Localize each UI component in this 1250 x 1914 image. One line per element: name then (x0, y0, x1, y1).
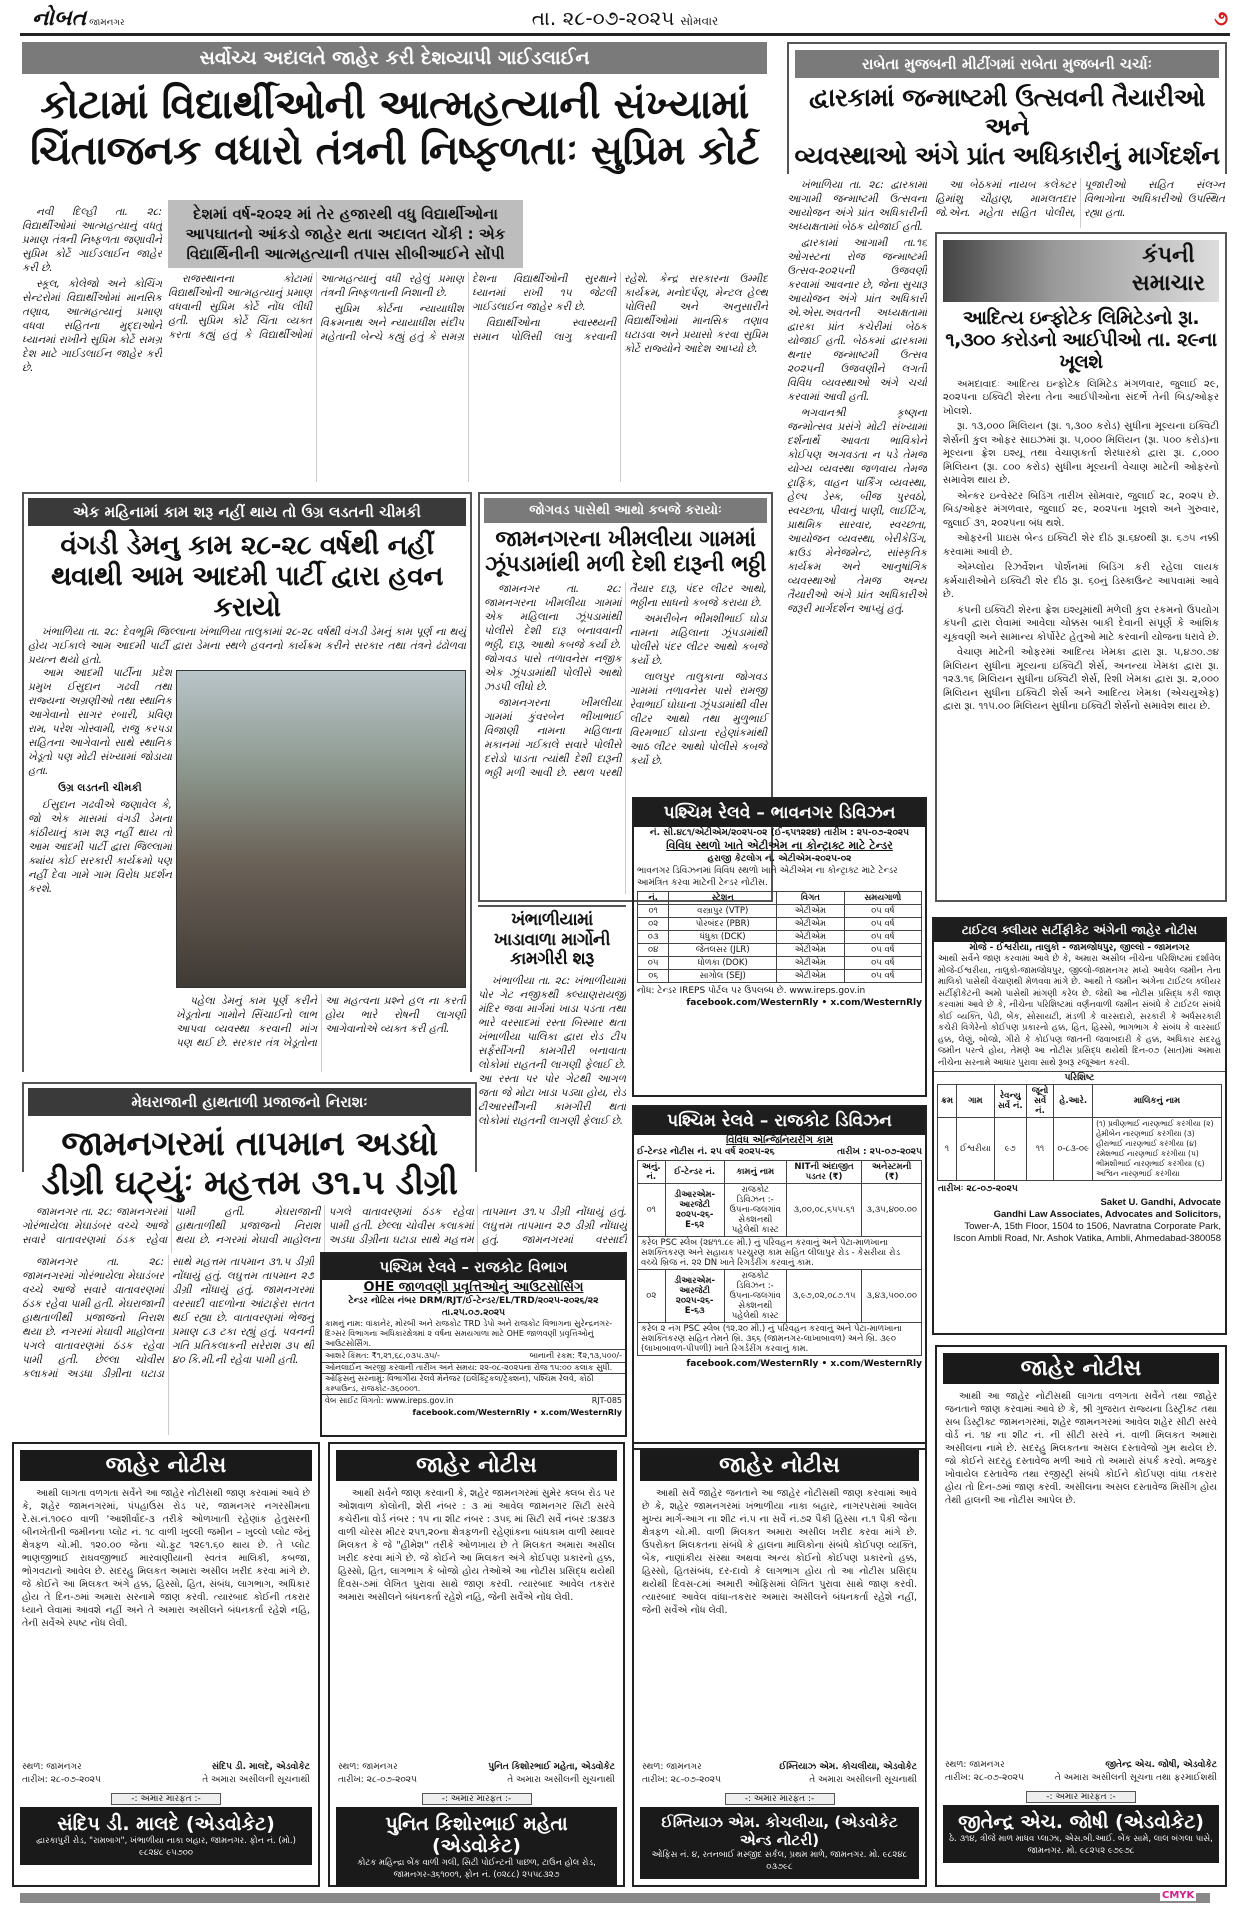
bhavnagar-ad-table: નં. સ્ટેશન વિગત સમયગાળો ૦૧ વસ્ત્રાપુર (VTP) એટીએમ ૦૫ વર્ષ ૦૨ પોરબંદર (PBR) એટીએમ ૦૫ વર્ષ ૦૩ ધંધુકા (DCK) એટીએમ ૦૫ વર્ષ ૦૪ જેતલસર (JLR) એટીએમ ૦૫ વર્ષ ૦૫ ધોળકા (DOK) એટીએમ ૦૫ વર્ષ ૦૬ સાગોલ (SEJ) એટીએમ ૦૫ વર્ષ (637, 891, 922, 983)
rajkot-ad-notice-no: ઈ-ટેન્ડર નોટીસ નં. ૨૫ વર્ષ ૨૦૨૫-૨૬ (637, 1147, 775, 1157)
table-row: ૦૬ સાગોલ (SEJ) એટીએમ ૦૫ વર્ષ (638, 970, 922, 983)
through-label: -: અમાર મારફત :- (725, 1793, 835, 1805)
vangdi-story (22, 492, 472, 1072)
temperature-kicker: મેઘરાજાની હાથતાળી પ્રજાજનો નિરાશઃ (28, 1088, 471, 1116)
public-notice-2: જાહેર નોટીસ આથી સર્વને જાણ કરવાની કે, શહેર જામનગરમાં સુમેર ક્લબ રોડ પર ઓશવાળ કોલોની, શેરી નંબર : ૩ માં આવેલ જામનગર સિટી સરવે કચેરીના વોર્ડ નંબર : ૧૫ ના શીટ નંબર : ૩૫૬ માં સિટી સર્વે નંબર :૪૩૪૩ વાળી ચોરસ મીટર ૨૫૧,૨૦ના ક્ષેત્રફળની રહેણાંકના બાંધકામ વાળી સ્થાવર મિલકત કે જે "હીમેશ" તરીકે ઓળખાય છે તે મિલકત અમારા અસીલ ખરીદ કરવા માંગે છે. જે કોઈને આ મિલકત અંગે કોઈપણ પ્રકારનો હક્ક, હિસ્સો, હિત, લાગભાગ કે બોજો હોય તેઓએ આ નોટીસ પ્રસિદ્ધ થયેથી દિવસ-૭માં લેખિત પુરાવા સાથે જાણ કરવી. ત્યારબાદ આવેલ તકરાર અમારા અસીલને બંધનકર્તા રહેશે નહિ, જેની સર્વેએ નોંધ લેવી. સ્થળ: જામનગર તારીખ: ૨૮-૦૭-૨૦૨૫ પુનિત કિશોરભાઈ મહેતા, એડવોકેટ તે અમારા અસીલની સૂચનાથી -: અમાર મારફત :- પુનિત કિશોરભાઈ મહેતા (એડવોકેટ) કોટક મહિન્દ્રા બેંક વાળી ગલી, સિટી પોઈન્ટની પાછળ, ટાઉન હોલ રોડ, જામનગર-૩૬૧૦૦૧, ફોન નં. (૦૨૮૮) ૨૫૫૮૩૨૭ (328, 1442, 625, 1887)
lead-headline-2: ચિંતાજનક વધારો તંત્રની નિષ્ફળતાઃ સુપ્રિમ કોર્ટ (30, 128, 759, 174)
title-clearance-notice (932, 917, 1227, 1335)
notice-title: જાહેર નોટીસ (640, 1450, 919, 1481)
ohe-ad-title: પશ્ચિમ રેલવે – રાજકોટ વિભાગ (322, 1254, 625, 1280)
dwarka-headline-1: દ્વારકામાં જન્માષ્ટમી ઉત્સવની તૈયારીઓ અને (809, 83, 1205, 141)
ohe-ad-emd: બાનાની રકમ: ₹૨,૧૩,૫૦૦/- (529, 1351, 622, 1360)
title-notice-body: આથી સર્વેને જાણ કરવામાં આવે છે કે, અમારા અસીલ નીચેના પરિશિષ્ટમાં દર્શાવેલ મોજે-ઈશ્વરીયા, તાલુકો-જામજોધપુર, જીલ્લો-જામનગર મધ્યે આવેલ જમીન તેના માલિકો પાસેથી વેંચાણથી મેળવવા માંગે છે. આથી તે જમીન અંગેના ટાઈટલ ક્લીયર સર્ટીફીકેટની અમો પાસેથી માંગણી કરેલ છે. જેથી આ નોટીસ પ્રસિદ્ધ કરી જાણ કરવામાં આવે છે કે, નીચેના પરિશિષ્ટમાં વર્ણનવાળી જમીન સંબંધે કે ટાઈટલ સંબંધે કોઈ વ્યક્તિ, પેઢી, બેંક, સોસાયટી, મંડળી કે વારસદારો, સરકારી કે અર્ધસરકારી કચેરી વિગેરેનો કોઈપણ પ્રકારનો હક્ક, હિત, હિસ્સો, ભાગભાગ કે સંબંધ કે વારસાઈ હક્ક, લેણું, બોજો, ગીરો કે કોઈપણ જાતની જવાબદારી કે હક્ક, અધિકાર સદરહુ જમીન પરત્વે હોય, તેમણે આ નોટીસ પ્રસિદ્ધ થયેથી દિન-૦૭ (સાત)માં અમારા નીચેના સરનામે આધાર પુરાવા સાથે રૂબરૂ રજૂઆત કરવી. (938, 954, 1221, 1068)
bhavnagar-railway-ad (632, 797, 927, 1097)
lead-headline-1: કોટામાં વિદ્યાર્થીઓની આત્મહત્યાની સંખ્યામાં (40, 82, 749, 128)
khambhalia-headline: ખંભાળીયામાં ખાડાવાળા માર્ગોની કામગીરી શરૂ (478, 905, 626, 970)
vangdi-kicker: એક મહિનામાં કામ શરૂ નહીં થાય તો ઉગ્ર લડતની ચીમકી (28, 498, 466, 526)
through-label: -: અમાર મારફત :- (111, 1793, 221, 1805)
dwarka-kicker: રાબેતા મુજબની મીટીંગમાં રાબેતા મુજબની ચર્ચાઃ (795, 50, 1219, 78)
table-row: કરેલ ૨ નંગ PSC સ્લેબ (૧૨.૨૦ મી.) નું પરિવહન કરવાનું અને પેટા-માળખાના સશક્તિકરણ સહિત તેમને બ્રિ. ૩૬૬ (જામનગર-લાખાબાવળ) અને બ્રિ. ૩૯૦ (લાખાબાવળ-પીપળી) ખાતે રિગર્ડરીંગ કરવાનું કામ. (638, 1323, 922, 1356)
company-news-banner: કંપની સમાચાર (943, 240, 1219, 302)
khambhalia-story (478, 905, 626, 1250)
advocate-box: સંદિપ ડી. માલદે (એડવોકેટ) દ્વારકાપુરી રોડ, "રામબાગ", ખંભાળીયા નાકા બહાર, જામનગર. ફોન નં. (મો.) ૯૮૨૪૮ ૯૫૭૦૦ (20, 1807, 312, 1865)
rajkot-ad-title: પશ્ચિમ રેલવે – રાજકોટ ડિવિઝન (634, 1107, 925, 1135)
khimaliya-body: જામનગર તા. ૨૮: જામનગરના ખીમલીયા ગામમાં એક મહિલાના ઝૂંપડામાંથી પોલીસે દેશી દારૂ બનાવવાની ભઠ્ઠી, દારૂ, આથો કબજે કર્યા છે. જોગવડ પાસે તળાવનેસ નજીક એક ઝૂંપડામાંથી પોલીસે આથો ઝડપી લીધો છે. જામનગરના ખીમલીયા ગામમાં કુંવરબેન ભીખાભાઈ વિજાણી નામના મહિલાના મકાનમાં ગઈકાલે સવારે પોલીસે દરોડો પાડતા ત્યાંથી દેશી દારૂની ભઠ્ઠી મળી આવી છે. સ્થળ પરથી તૈયાર દારૂ, પંદર લીટર આથો, ભઠ્ઠીના સાધનો કબજે કરાયા છે. અમરીબેન ભીમશીભાઈ ઘોડા નામના મહિલાના ઝૂંપડામાંથી પોલીસે પંદર લીટર આથો કબજે કર્યો છે. લાલપુર તાલુકાના જોગવડ ગામમાં તળાવનેસ પાસે રામજી રેવાભાઈ ઘોઘાના ઝૂંપડામાંથી વીસ લીટર આથો તથા મુળુભાઈ વિરમભાઈ ઘોડાના રહેણાંકમાંથી આઠ લીટર આથો પોલીસે કબજે કર્યો છે. (484, 582, 767, 779)
public-notice-1: જાહેર નોટીસ આથી લાગતા વળગતા સર્વેને આ જાહેર નોટીસથી જાણ કરવામાં આવે છે કે, શહેર જામનગરમાં, પંપહાઉસ રોડ પર, જામનગર નગરસીમના રે.સ.નં.૧૦૯૦ વાળી 'આશીર્વાદ-૩ તરીકે ઓળખાતી રહેણાંક હેતુસરની બીનખેતીની જમીનના પ્લોટ નં. ૧૮ વાળી ખુલ્લી જમીન – ખુલ્લો પ્લોટ જેનું ક્ષેત્રફળ ચો.મી. ૧૨૦.૦૦ જેના ચો.ફુટ ૧૨૯૧.૬૦ થાય છે. તે પ્લોટ ભાણજીભાઈ રાઘવજીભાઈ મારવાણીયાની સ્વતંત્ર માલિકી, કબજા, ભોગવટાનો આવેલ છે. સદરહુ મિલકત અમારા અસીલ ખરીદ કરવા માંગે છે. જે કોઈને આ મિલકત અંગે હક્ક, હિસ્સો, હિત, સંબંધ, લાગભાગ, અધિકાર હોય તે દિન-૭માં અમારા સરનામે જાણ કરવી. ત્યારબાદ કોઈની તકરાર ધ્યાને લેવામાં આવશે નહીં અને તે અમારા અસીલને બંધનકર્તા રહેશે નહિ, તેની સર્વેએ સ્પષ્ટ નોંધ લેવી. સ્થળ: જામનગર તારીખ: ૨૮-૦૭-૨૦૨૫ સંદિપ ડી. માલદે, એડવોકેટ તે અમારા અસીલની સૂચનાથી -: અમાર મારફત :- સંદિપ ડી. માલદે (એડવોકેટ) દ્વારકાપુરી રોડ, "રામબાગ", ખંભાળીયા નાકા બહાર, જામનગર. ફોન નં. (મો.) ૯૮૨૪૮ ૯૫૭૦૦ (12, 1442, 320, 1887)
company-news-box (935, 232, 1227, 902)
lead-kicker: સર્વોચ્ચ અદાલતે જાહેર કરી દેશવ્યાપી ગાઈડલાઈન (22, 42, 767, 74)
ohe-ad-office: ઓફિસનું સરનામું: વિભાગીય રેલવે મેનેજર (ઇલેક્ટ્રિકલ/ટ્રેક્શન), પશ્ચિમ રેલવે, કોઠી કમ્પાઉન્ડ, રાજકોટ-૩૬૦૦૦૧. (322, 1373, 625, 1394)
khimaliya-headline: જામનગરના ખીમલીયા ગામમાં ઝૂંપડામાંથી મળી દેશી દારૂની ભઠ્ઠી (485, 527, 766, 578)
table-row: કરેલ PSC સ્લેબ (૨૪૧૧.૮૯ મી.) નું પરિવહન કરવાનું અને પેટા-માળખાના સશક્તિકરણ અને સહાયક પરચુરણ કામ સહિત લીલાપુર રોડ - કેસરીયા રોડ વચ્ચે બ્રિજ નં. ૨૨ DN ખાતે રિગર્ડરીંગ કરવાનું કામ. (638, 1237, 922, 1270)
table-row: ૧ ઈશ્વરીયા ૯૭ ૧૧ ૦-૮૩-૦૯ (૧) પ્રવીણભાઈ નારણભાઈ કરંગીયા (૨) હેમીબેન નારણભાઈ કરંગીયા (૩) હીરાભાઈ નારણભાઈ કરંગીયા (૪) રમેશભાઈ નારણભાઈ કરંગીયા (૫) ભીમશીભાઈ નારણભાઈ કરંગીયા (૬) અશ્વિન નારણભાઈ કરંગીયા (938, 1118, 1222, 1181)
temperature-body: જામનગર તા. ૨૮: જામનગરમાં ગોરંભાયેલા મેઘાડંબર વચ્ચે આજે સવારે વાતાવરણમાં ઠંડક રહેવા પામી હતી. મેઘરાજાની હાથતાળીથી પ્રજાજનો નિરાશ થયા છે. નગરમાં મેઘાવી માહોલના પગલે વાતાવરણમાં ઠંડક રહેવા પામી હતી. છેલ્લા ચોવીસ કલાકમાં અડધા ડીગ્રીના ઘટાડા સાથે મહત્તમ તાપમાન ૩૧.૫ ડીગ્રી નોંધાયું હતું. લઘુત્તમ તાપમાન ૨૭ ડીગ્રી નોંધાયું હતું. જામનગરમાં વરસાદી વાદળોના આંટાફેરા સતત થઈ રહ્યા છે. વાતાવરણમાં ભેજનું પ્રમાણ ૮૩ ટકા રહ્યું હતું. પવનની ગતિ પ્રતિકલાકની સરેરાશ ૩૫ થી ૪૦ કિ.મી.ની રહેવા પામી હતી. (22, 1256, 314, 1380)
dwarka-body: ખંભાળિયા તા. ૨૮: દ્વારકામાં આગામી જન્માષ્ટમી ઉત્સવના આયોજન અંગે પ્રાંત અધિકારીની અધ્યક્ષતામાં બેઠક યોજાઈ હતી. દ્વારકામાં આગામી તા.૧૬ ઓગસ્ટના રોજ જન્માષ્ટમી ઉત્સવ-૨૦૨૫ની ઉજવણી કરવામાં આવનાર છે, જેના સુચારૂ આયોજન અંગે પ્રાંત અધિકારી એ.એસ.અવતની અધ્યક્ષતામાં દ્વારકા પ્રાંત કચેરીમાં બેઠક યોજાઈ હતી. બેઠકમાં દ્વારકામાં થનાર જન્માષ્ટમી ઉત્સવ ૨૦૨૫ની ઉજવણીને લગતી વિવિધ વ્યવસ્થાઓ અંગે ચર્ચા કરવામાં આવી હતી. ભગવાનશ્રી કૃષ્ણના જન્મોત્સવ પ્રસંગે મોટી સંખ્યામાં દર્શનાર્થે આવતા ભાવિકોને કોઈપણ અગવડતા ન પડે તેમજ યોગ્ય વ્યવસ્થા જળવાય તેમજ ટ્રાફિક, વાહન પાર્કિંગ વ્યવસ્થા, હેલ્પ ડેસ્ક, બીજ પુરવઠો, સ્વચ્છતા, પીવાનું પાણી, લાઈટિંગ, પ્રાથમિક સારવાર, સ્વચ્છતા, આયોજન વ્યવસ્થા, બેરીકેડિંગ, ક્રાઉડ મેનેજમેન્ટ, સાંસ્કૃતિક કાર્યક્રમ અને આનુષાંગિક વ્યવસ્થાઓ તેમજ અન્ય તૈયારીઓ અંગે પ્રાંત અધિકારીએ જરૂરી માર્ગદર્શન આપ્યું હતું. (787, 179, 927, 615)
cmyk-label: CMYK (1162, 1890, 1195, 1901)
notice-title: જાહેર નોટીસ (943, 1353, 1219, 1384)
table-row: ૦૧ વસ્ત્રાપુર (VTP) એટીએમ ૦૫ વર્ષ (638, 905, 922, 918)
bhavnagar-ad-subject: વિવિધ સ્થળો ખાતે એટીએમ ના કોન્ટ્રાક્ટ માટે ટેન્ડર (666, 839, 893, 852)
ohe-ad-work: કામનું નામ: વાંકાનેર, મોરબી અને રાજકોટ TRD ડેપો અને રાજકોટ વિભાગના સુરેન્દ્રનગર-દિગ્સર વિભાગના અધિકારક્ષેત્રમાં ૨ વર્ષના સમયગાળા માટે OHE જાળવણી પ્રવૃત્તિઓનું આઉટસોર્સિંગ. (325, 1319, 613, 1348)
schedule-title: પરિશિષ્ટ (934, 1071, 1225, 1084)
table-row: ૦૫ ધોળકા (DOK) એટીએમ ૦૫ વર્ષ (638, 957, 922, 970)
table-row: ૦૨ પોરબંદર (PBR) એટીએમ ૦૫ વર્ષ (638, 918, 922, 931)
notice-body: આથી સર્વને જાણ કરવાની કે, શહેર જામનગરમાં સુમેર ક્લબ રોડ પર ઓશવાળ કોલોની, શેરી નંબર : ૩ માં આવેલ જામનગર સિટી સરવે કચેરીના વોર્ડ નંબર : ૧૫ ના શીટ નંબર : ૩૫૬ માં સિટી સર્વે નંબર :૪૩૪૩ વાળી ચોરસ મીટર ૨૫૧,૨૦ના ક્ષેત્રફળની રહેણાંકના બાંધકામ વાળી સ્થાવર મિલકત કે જે "હીમેશ" તરીકે ઓળખાય છે તે મિલકત અમારા અસીલ ખરીદ કરવા માંગે છે. જે કોઈને આ મિલકત અંગે કોઈપણ પ્રકારનો હક્ક, હિસ્સો, હિત, લાગભાગ કે બોજો હોય તેઓએ આ નોટીસ પ્રસિદ્ધ થયેથી દિવસ-૭માં લેખિત પુરાવા સાથે જાણ કરવી. ત્યારબાદ આવેલ તકરાર અમારા અસીલને બંધનકર્તા રહેશે નહિ, જેની સર્વેએ નોંધ લેવી. (338, 1488, 615, 1603)
title-notice-location: મોજે - ઈશ્વરીયા, તાલુકો - જામજોધપુર, જીલ્લો - જામનગર (969, 943, 1190, 953)
table-row: ૦૨ ડીઆરએમ-આરજેટી ૨૦૨૫-૨૬-E-૬૩ રાજકોટ ડિવિઝન :- ઉપના-જલગાંવ સેક્શનથી પહેલેથી કાસ્ટ ૩,૯૭,૦૨,૦૮૭.૧૫ ૩,૪૩,૫૦૦.૦૦ (638, 1270, 922, 1323)
dwarka-body-end: આ બેઠકમાં નાયબ કલેક્ટર હિમાંશુ ચૌહાણ, મામલતદાર જે.એન. મહેતા સહિત પોલીસ, પૂજારીઓ સહિત સંલગ્ન વિભાગોના અધિકારીઓ ઉપસ્થિત રહ્યા હતા. (935, 179, 1225, 219)
page-number: ૭ (1214, 6, 1228, 30)
advocate-box: જીતેન્દ્ર એચ. જોષી (એડવોકેટ) ઠે. ૩૧૪, ત્રીજે માળ માધવ પ્લાઝા, એસ.બી.આઈ. બેંક સામે, લાલ બંગલા પાસે, જામનગર. મો. ૯૮૨૫૨ ૯૭૯૭૮ (943, 1805, 1219, 1863)
rajkot-ad-subject: વિવિધ એન્જિનિયરીંગ કામ (725, 1135, 834, 1146)
ohe-ad-cost: આશરે કિંમત: ₹૧,૨૧,૬૮,૦૩૫.૩૫/- (325, 1351, 440, 1360)
header-rule (20, 33, 1230, 36)
lead-story (22, 42, 767, 174)
ohe-ad-code: RJT-085 (591, 1396, 622, 1405)
issue-date: તા. ૨૮-૦૭-૨૦૨૫ સોમવાર (531, 6, 719, 30)
khimaliya-kicker: જોગવડ પાસેથી આથો કબજે કરાયોઃ (484, 498, 767, 523)
notice-title: જાહેર નોટીસ (20, 1450, 312, 1481)
khambhalia-body: ખંભાળીયા તા. ૨૮: ખંભાળીયામાં પોર ગેટ નજીકથી ક્લ્યાણરાયજી મંદિર જવા માર્ગમાં ખાડા પડતા તથા ભારે વરસાદમાં રસ્તા બિસ્માર થતા ખંભાળીયા પાલિકા દ્વારા રોડ ટીપ સર્ફેસીંગની કામગીરી બનાવાતા લોકોમાં રાહતની લાગણી ફેલાઈ છે. આ રસ્તા પર પોર ગેટથી આગળ જતા જે મોટા ખાડા પડ્યા હોય, રોડ ટીઆરર્સીંગની કામગીરી થતાં લોકોમાં રાહતની લાગણી ફેલાઈ છે. (478, 974, 626, 1127)
print-color-bar (20, 1893, 1210, 1903)
title-notice-heading: ટાઈટલ ક્લીયર સર્ટીફીકેટ અંગેની જાહેર નોટીસ (934, 919, 1225, 942)
masthead-logo: નોબત જામનગર (32, 6, 125, 31)
bhavnagar-ad-catalog: હરાજી કેટલોગ નં. એટીએમ-૨૦૨૫-૦૨ (707, 854, 852, 864)
company-body: અમદાવાદઃ આદિત્ય ઇન્ફોટેક લિમિટેડ મંગળવાર, જુલાઈ ૨૯, ૨૦૨૫ના ઇક્વિટી શેરના તેના આઈપીઓના સંદર્ભે તેની બિડ/ઓફર ખોલશે. રૂા. ૧૩,૦૦૦ મિલિયન (રૂા. ૧,૩૦૦ કરોડ) સુધીના મૂલ્યના ઇક્વિટી શેર્સની કુલ ઓફર સાઇઝમાં રૂા. ૫,૦૦૦ મિલિયન (રૂા. ૫૦૦ કરોડ)ના મૂલ્યના ફ્રેશ ઇશ્યૂ તથા વેચાણકર્તા શેરધારકો દ્વારા રૂા. ૮,૦૦૦ મિલિયન (રૂા. ૮૦૦ કરોડ) સુધીના મૂલ્યની વેચાણ માટેની ઓફરનો સમાવેશ થાય છે. એન્કર ઇન્વેસ્ટર બિડિંગ તારીખ સોમવાર, જુલાઈ ૨૮, ૨૦૨૫ છે. બિડ/ઓફર મંગળવાર, જુલાઈ ૨૯, ૨૦૨૫ના ખૂલશે અને ગુરુવાર, જુલાઈ ૩૧, ૨૦૨૫ના બંધ થશે. ઓફરની પ્રાઇસ બેન્ડ ઇક્વિટી શેર દીઠ રૂા.૬૪૦થી રૂા. ૬૭૫ નક્કી કરવામાં આવી છે. એમ્પ્લોય રિઝર્વેશન પોર્શનમાં બિડિંગ કરી રહેલા લાયક કર્મચારીઓને ઇક્વિટી શેર દીઠ રૂા. ૬૦નું ડિસ્કાઉન્ટ આપવામાં આવે છે. કંપની ઇક્વિટી શેરના ફ્રેશ ઇશ્યૂમાંથી મળેલી કુલ રકમનો ઉપયોગ કંપની દ્વારા લેવામાં આવેલા ચોક્કસ બાકી દેવાની સંપૂર્ણ કે આંશિક ચૂકવણી અને સામાન્ય કોર્પોરેટ હેતુઓ માટે કરવાની યોજના ધરાવે છે. વેચાણ માટેની ઓફરમાં આદિત્ય ખેમકા દ્વારા રૂા. ૫,૪૭૦.૭૪ મિલિયન સુધીના મૂલ્યના ઇક્વિટી શેર્સ, અનન્યા ખેમકા દ્વારા રૂા. ૧૨૩.૧૬ મિલિયન સુધીના ઇક્વિટી શેર્સ, રિશી ખેમકા દ્વારા રૂા. ૨,૦૦૦ મિલિયન સુધીના ઇક્વિટી શેર્સ અને આદિત્ય ખેમકા (એચયુએફ) દ્વારા રૂા. ૧૧૫.૦૦ મિલિયન સુધીના ઇક્વિટી શેર્સનો સમાવેશ થાય છે. (943, 378, 1219, 713)
temperature-body-top: જામનગર તા. ૨૮: જામનગરમાં ગોરંભાયેલા મેઘાડંબર વચ્ચે આજે સવારે વાતાવરણમાં ઠંડક રહેવા પામી હતી. મેઘરાજાની હાથતાળીથી પ્રજાજનો નિરાશ થયા છે. નગરમાં મેઘાવી માહોલના પગલે વાતાવરણમાં ઠંડક રહેવા પામી હતી. છેલ્લા ચોવીસ કલાકમાં અડધા ડીગ્રીના ઘટાડા સાથે મહત્તમ તાપમાન ૩૧.૫ ડીગ્રી નોંધાયું હતું. લઘુત્તમ તાપમાન ૨૭ ડીગ્રી નોંધાયું હતું. જામનગરમાં વરસાદી (22, 1206, 627, 1246)
vangdi-body: આમ આદમી પાર્ટીના પ્રદેશ પ્રમુખ ઈસુદાન ગઢવી તથા રાજ્યના અગ્રણીઓ તથા સ્થાનિક આગેવાનો સાગર રબારી, પ્રવિણ રામ, પરેશ ગોસ્વામી, રાજુ કરપડા સહિતના આગેવાનો સાથે સ્થાનિક ખેડૂતો પણ મોટી સંખ્યામાં જોડાયા હતા. ઉગ્ર લડતની ચીમકી ઈસુદાન ગઢવીએ જણાવેલ કે, જો એક માસમાં વંગડી ડેમના કાંઠીયાનું કામ શરૂ નહીં થાય તો આમ આદમી પાર્ટી દ્વારા જિલ્લામાં ક્યાંય કોઈ સરકારી કાર્યક્રમો પણ નહીં દેવા ગામે ગામ વિરોધ પ્રદર્શન કરશે. (28, 667, 172, 895)
lead-body: રાજસ્થાનના કોટામાં વિદ્યાર્થીઓની આત્મહત્યાનું પ્રમાણ વધવાની સુપ્રિમ કોર્ટે નોંધ લીધી હતી. સુપ્રિમ કોર્ટે ચિંતા વ્યક્ત કરતા કહ્યું હતું કે વિદ્યાર્થીઓમાં આત્મહત્યાનું વધી રહેલું પ્રમાણ તંત્રની નિષ્ફળતાની નિશાની છે. સુપ્રિમ કોર્ટના ન્યાયાધીશ વિક્રમનાથ અને ન્યાયાધીશ સંદીપ મહેતાની બેન્ચે કહ્યું હતું કે સમગ્ર દેશના વિદ્યાર્થીઓની સુરક્ષાને ધ્યાનમાં રાખી ૧૫ જેટલી ગાઈડલાઈન જાહેર કરી છે. વિદ્યાર્થીઓના સ્વાસ્થ્યની સમાન પોલિસી લાગુ કરવાની રહેશે. કેન્દ્ર સરકારના ઉમ્મીદ કાર્યક્રમ, મનોદર્પણ, મેન્ટલ હેલ્થ પોલિસી અને અનુસારીને વિદ્યાર્થીઓમાં માનસિક તણાવ ઘટાડવા અને પ્રયાસો કરવા સુપ્રિમ કોર્ટે રાજ્યોને આદેશ આપ્યો છે. (168, 273, 768, 355)
lead-subhead: દેશમાં વર્ષ-૨૦૨૨ માં તેર હજારથી વધુ વિદ્યાર્થીઓના આપઘાતનો આંકડો જાહેર થતા અદાલત ચોંકી : એક વિદ્યાર્થિનીની આત્મહત્યાની તપાસ સીબીઆઈને સોંપી (168, 200, 523, 268)
advocate-box: ઈમ્તિયાઝ એમ. કોચલીયા, (એડવોકેટ એન્ડ નોટરી) ઓફિસ નં. ૪, રતનબાઈ મસ્જીદ સર્કલ, પ્રથમ માળે, જામનગર. મો. ૯૮૨૪૮ ૦૩૭૯૮ (640, 1807, 919, 1879)
ohe-railway-ad (320, 1252, 627, 1437)
advocate-box: પુનિત કિશોરભાઈ મહેતા (એડવોકેટ) કોટક મહિન્દ્રા બેંક વાળી ગલી, સિટી પોઈન્ટની પાછળ, ટાઉન હોલ રોડ, જામનગર-૩૬૧૦૦૧, ફોન નં. (૦૨૮૮) ૨૫૫૮૩૨૭ (336, 1807, 617, 1887)
bhavnagar-ad-intro: ભાવનગર ડિવિઝનમાં વિવિધ સ્થળો ખાતે એટીએમ ના કોન્ટ્રાક્ટ માટે ટેન્ડર આમંત્રિત કરવા માટેની ટેન્ડર નોટીસ. (637, 866, 898, 888)
advocate-signature: Saket U. Gandhi, Advocate Gandhi Law Associates, Advocates and Solicitors, Tower-A, 15th Floor, 1504 to 1506, Navratna Corporate Park, Iscon Ambli Road, Nr. Ashok Vatika, Ambli, Ahmedabad-380058 (953, 1197, 1221, 1244)
table-row: ૦૩ ધંધુકા (DCK) એટીએમ ૦૫ વર્ષ (638, 931, 922, 944)
dwarka-headline-2: વ્યવસ્થાઓ અંગે પ્રાંત અધિકારીનું માર્ગદર્શન (794, 140, 1220, 170)
rajkot-ad-date: તારીખ : ૨૫-૦૭-૨૦૨૫ (837, 1147, 922, 1157)
notice-body: આથી આ જાહેર નોટીસથી લાગતા વળગતા સર્વેને તથા જાહેર જનતાને જાણ કરવામાં આવે છે કે, શ્રી ગુજરાત રાજ્યના ડિસ્ટ્રીક્ટ તથા સબ ડિસ્ટ્રીક્ટ જામનગરમાં, શહેર જામનગરમાં આવેલ શહેર સીટી સરવે વોર્ડ નં. ૧૪ ના શીટ નં. ની સીટી સરવે નં. વાળી મિલકત અમારા અસીલના નામે છે. સદરહુ મિલકતના અસલ દસ્તાવેજો ગુમ થયેલ છે. જો કોઈને સદરહુ દસ્તાવેજ મળી આવે તો અમારો સંપર્ક કરવો. મજકુર ખોવાયેલ દસ્તાવેજ તથા રજીસ્ટ્રી સંબંધે કોઈને કોઈપણ વાંધા તકરાર હોય તો દિન-૭માં જાણ કરવી. અસીલના અસલ દસ્તાવેજ મિસીંગ હોય તેથી હાલની આ નોટીસ આપેલ છે. (945, 1391, 1217, 1506)
company-headline: આદિત્ય ઇન્ફોટેક લિમિટેડનો રૂા. ૧,૩૦૦ કરોડનો આઈપીઓ તા. ૨૯ના ખૂલશે (945, 307, 1217, 373)
ohe-ad-deadline: ઓનલાઈન અરજી કરવાની તારીખ અને સમય: ૨૨-૦૮-૨૦૨૫ના રોજ ૧૫:૦૦ કલાક સુધી. (322, 1362, 625, 1373)
dwarka-story (787, 42, 1227, 174)
schedule-table: ક્રમ ગામ રેવન્યુ સર્વે નં. જૂનો સર્વે નં. હે.આરે. માલિકનું નામ ૧ ઈશ્વરીયા ૯૭ ૧૧ ૦-૮૩-૦૯ (૧) પ્રવીણભાઈ નારણભાઈ કરંગીયા (૨) હેમીબેન નારણભાઈ કરંગીયા (૩) હીરાભાઈ નારણભાઈ કરંગીયા (૪) રમેશભાઈ નારણભાઈ કરંગીયા (૫) ભીમશીભાઈ નારણભાઈ કરંગીયા (૬) અશ્વિન નારણભાઈ કરંગીયા (937, 1084, 1222, 1181)
ohe-ad-notice: ટેન્ડર નોટિસ નંબર DRM/RJT/ઈ-ટેન્ડર/EL/TRD/૨૦૨૫-૨૦૨૬/૨૨ (348, 1296, 599, 1306)
public-notice-3: જાહેર નોટીસ આથી સર્વે જાહેર જનતાને આ જાહેર નોટીસથી જાણ કરવામાં આવે છે કે, શહેર જામનગરમાં ખંભાળીયા નાકા બહાર, નાગરપરામાં આવેલ મુખ્ય માર્ગ-આગ ના શીટ નં.૫ ના સર્વે નં.૭૨ પૈકી હિસ્સા ન.૧ પૈકી જેના ક્ષેત્રફળ ચો.મી. વાળી મિલકત અમારા અસીલ ખરીદ કરવા માંગે છે. ઉપરોક્ત મિલકતના સંબંધે કે હાલના માલિકોના સંબંધે કોઈપણ વ્યક્તિ, બેંક, નાણાંકીય સંસ્થા અથવા અન્ય કોઈનો કોઈપણ પ્રકારનો હક્ક, હિસ્સો, હિતસંબંધ, દર-દાવો કે લાગભાગ હોય તો આ નોટીસ પ્રસિદ્ધ થયેથી દિવસ-૮માં અમારી ઓફિસમાં લેખિત પુરાવા સાથે જાણ કરવી. ત્યારબાદ આવેલ વાંધા-તકરાર અમારા અસીલને બંધનકર્તા રહેશે નહીં, જેની સર્વેએ નોંધ લેવી. સ્થળ: જામનગર તારીખ: ૨૮-૦૭-૨૦૨૫ ઈમ્તિયાઝ એમ. કોચલીયા, એડવોકેટ તે અમારા અસીલની સૂચનાથી -: અમાર મારફત :- ઈમ્તિયાઝ એમ. કોચલીયા, (એડવોકેટ એન્ડ નોટરી) ઓફિસ નં. ૪, રતનબાઈ મસ્જીદ સર્કલ, પ્રથમ માળે, જામનગર. મો. ૯૮૨૪૮ ૦૩૭૯૮ (632, 1442, 927, 1887)
lead-body-col1: નવી દિલ્હી તા. ૨૮: વિદ્યાર્થીઓમાં આત્મહત્યાનું વધતું પ્રમાણ તંત્રની નિષ્ફળતા જણાવીને સુપ્રિમ કોર્ટે ગાઈડલાઈન જાહેર કરી છે. સ્કૂલ, કોલેજો અને કોચિંગ સેન્ટરોમાં વિદ્યાર્થીઓમાં માનસિક તણાવ, આત્મહત્યાનું પ્રમાણ વધવા સહિતના મુદ્દાઓને ધ્યાનમાં રાખીને સુપ્રિમ કોર્ટે સમગ્ર દેશ માટે ગાઈડલાઈન જાહેર કરી છે. (22, 206, 162, 374)
notice-body: આથી સર્વે જાહેર જનતાને આ જાહેર નોટીસથી જાણ કરવામાં આવે છે કે, શહેર જામનગરમાં ખંભાળીયા નાકા બહાર, નાગરપરામાં આવેલ મુખ્ય માર્ગ-આગ ના શીટ નં.૫ ના સર્વે નં.૭૨ પૈકી હિસ્સા ન.૧ પૈકી જેના ક્ષેત્રફળ ચો.મી. વાળી મિલકત અમારા અસીલ ખરીદ કરવા માંગે છે. ઉપરોક્ત મિલકતના સંબંધે કે હાલના માલિકોના સંબંધે કોઈપણ વ્યક્તિ, બેંક, નાણાંકીય સંસ્થા અથવા અન્ય કોઈનો કોઈપણ પ્રકારનો હક્ક, હિસ્સો, હિતસંબંધ, દર-દાવો કે લાગભાગ હોય તો આ નોટીસ પ્રસિદ્ધ થયેથી દિવસ-૮માં અમારી ઓફિસમાં લેખિત પુરાવા સાથે જાણ કરવી. ત્યારબાદ આવેલ વાંધા-તકરાર અમારા અસીલને બંધનકર્તા રહેશે નહીં, જેની સર્વેએ નોંધ લેવી. (642, 1488, 917, 1616)
bhavnagar-ad-footer: નોંધ: ટેન્ડર IREPS પોર્ટલ પર ઉપલબ્ધ છે. www.ireps.gov.in (637, 986, 866, 996)
vangdi-body-end: પહેલા ડેમનું કામ પૂર્ણ કરીને ખેડૂતોના ગામોને સિંચાઈનો લાભ આપવા વ્યવસ્થા કરવાની માંગ પણ થઈ છે. સરકાર તંત્ર ખેડૂતોના આ મહત્વના પ્રશ્ને હલ ના કરતી હોય ભારે રોષની લાગણી આગેવાનોએ વ્યક્ત કરી હતી. (176, 995, 466, 1049)
through-label: -: અમાર મારફત :- (1026, 1791, 1136, 1803)
bhavnagar-ad-title: પશ્ચિમ રેલવે – ભાવનગર ડિવિઝન (634, 799, 925, 827)
vangdi-headline-2: થવાથી આમ આદમી પાર્ટી દ્વારા હવન કરાયો (50, 561, 444, 624)
ohe-ad-website[interactable]: વેબ સાઈટ વિગતો: www.ireps.gov.in (325, 1396, 454, 1405)
havan-photo (176, 670, 466, 988)
temperature-headline: જામનગરમાં તાપમાન અડધો ડીગ્રી ઘટ્યુંઃ મહત્તમ ૩૧.૫ ડીગ્રી (41, 1124, 458, 1204)
ohe-ad-subject: OHE જાળવણી પ્રવૃત્તિઓનું આઉટસોર્સિંગ (363, 1280, 584, 1295)
rajkot-railway-ad (632, 1105, 927, 1450)
social-links: facebook.com/WesternRly • x.com/WesternRly (686, 1359, 922, 1369)
ohe-ad-date: તા.૨૫.૦૭.૨૦૨૫ (441, 1308, 506, 1318)
notice-body: આથી લાગતા વળગતા સર્વેને આ જાહેર નોટીસથી જાણ કરવામાં આવે છે કે, શહેર જામનગરમાં, પંપહાઉસ રોડ પર, જામનગર નગરસીમના રે.સ.નં.૧૦૯૦ વાળી 'આશીર્વાદ-૩ તરીકે ઓળખાતી રહેણાંક હેતુસરની બીનખેતીની જમીનના પ્લોટ નં. ૧૮ વાળી ખુલ્લી જમીન – ખુલ્લો પ્લોટ જેનું ક્ષેત્રફળ ચો.મી. ૧૨૦.૦૦ જેના ચો.ફુટ ૧૨૯૧.૬૦ થાય છે. તે પ્લોટ ભાણજીભાઈ રાઘવજીભાઈ મારવાણીયાની સ્વતંત્ર માલિકી, કબજા, ભોગવટાનો આવેલ છે. સદરહુ મિલકત અમારા અસીલ ખરીદ કરવા માંગે છે. જે કોઈને આ મિલકત અંગે હક્ક, હિસ્સો, હિત, સંબંધ, લાગભાગ, અધિકાર હોય તે દિન-૭માં અમારા સરનામે જાણ કરવી. ત્યારબાદ કોઈની તકરાર ધ્યાને લેવામાં આવશે નહીં અને તે અમારા અસીલને બંધનકર્તા રહેશે નહિ, તેની સર્વેએ સ્પષ્ટ નોંધ લેવી. (22, 1488, 310, 1629)
table-row: ૦૪ જેતલસર (JLR) એટીએમ ૦૫ વર્ષ (638, 944, 922, 957)
social-links: facebook.com/WesternRly • x.com/WesternRly (412, 1408, 622, 1417)
notice-title: જાહેર નોટીસ (336, 1450, 617, 1481)
social-links: facebook.com/WesternRly • x.com/WesternRly (686, 998, 922, 1008)
vangdi-headline-1: વંગડી ડેમનુ કામ ૨૮-૨૮ વર્ષથી નહીં (60, 530, 434, 561)
public-notice-4: જાહેર નોટીસ આથી આ જાહેર નોટીસથી લાગતા વળગતા સર્વેને તથા જાહેર જનતાને જાણ કરવામાં આવે છે કે, શ્રી ગુજરાત રાજ્યના ડિસ્ટ્રીક્ટ તથા સબ ડિસ્ટ્રીક્ટ જામનગરમાં, શહેર જામનગરમાં આવેલ શહેર સીટી સરવે વોર્ડ નં. ૧૪ ના શીટ નં. ની સીટી સરવે નં. વાળી મિલકત અમારા અસીલના નામે છે. સદરહુ મિલકતના અસલ દસ્તાવેજો ગુમ થયેલ છે. જો કોઈને સદરહુ દસ્તાવેજ મળી આવે તો અમારો સંપર્ક કરવો. મજકુર ખોવાયેલ દસ્તાવેજ તથા રજીસ્ટ્રી સંબંધે કોઈને કોઈપણ વાંધા તકરાર હોય તો દિન-૭માં જાણ કરવી. અસીલના અસલ દસ્તાવેજ મિસીંગ હોય તેથી હાલની આ નોટીસ આપેલ છે. સ્થળ: જામનગર તારીખ: ૨૮-૦૭-૨૦૨૫ જીતેન્દ્ર એચ. જોષી, એડવોકેટ તે અમારા અસીલની સૂચના તથા ફરમાઈશથી -: અમાર મારફત :- જીતેન્દ્ર એચ. જોષી (એડવોકેટ) ઠે. ૩૧૪, ત્રીજે માળ માધવ પ્લાઝા, એસ.બી.આઈ. બેંક સામે, લાલ બંગલા પાસે, જામનગર. મો. ૯૮૨૫૨ ૯૭૯૭૮ (935, 1345, 1227, 1887)
vangdi-lede: ખંભાળિયા તા. ૨૮: દેવભૂમિ જિલ્લાના ખંભાળિયા તાલુકામાં ૨૮-૨૮ વર્ષથી વંગડી ડેમનું કામ પૂર્ણ ના થયું હોય ગઈકાલે આમ આદમી પાર્ટી દ્વારા ડેમના સ્થળે હવનનો કાર્યક્રમ કરીને સરકાર તથા તંત્રને ઢંઢોળવા પ્રયત્ન થયો હતો. (28, 626, 466, 667)
rajkot-ad-table: અનું. નં. ઈ-ટેન્ડર નં. કામનું નામ NITની અંદાજીત પડતર (₹) અનેસ્ટમની (₹) ૦૧ ડીઆરએમ-આરજેટી ૨૦૨૫-૨૬-E-૬૨ રાજકોટ ડિવિઝન :- ઉપના-જલગાંવ સેક્શનથી પહેલેથી કાસ્ટ ૩,૦૦,૦૮,૬૫૫.૬૧ ૩,૩૫,૪૦૦.૦૦ કરેલ PSC સ્લેબ (૨૪૧૧.૮૯ મી.) નું પરિવહન કરવાનું અને પેટા-માળખાના સશક્તિકરણ અને સહાયક પરચુરણ કામ સહિત લીલાપુર રોડ - કેસરીયા રોડ વચ્ચે બ્રિજ નં. ૨૨ DN ખાતે રિગર્ડરીંગ કરવાનું કામ. ૦૨ ડીઆરએમ-આરજેટી ૨૦૨૫-૨૬-E-૬૩ રાજકોટ ડિવિઝન :- ઉપના-જલગાંવ સેક્શનથી પહેલેથી કાસ્ટ ૩,૯૭,૦૨,૦૮૭.૧૫ ૩,૪૩,૫૦૦.૦૦ કરેલ ૨ નંગ PSC સ્લેબ (૧૨.૨૦ મી.) નું પરિવહન કરવાનું અને પેટા-માળખાના સશક્તિકરણ સહિત તેમને બ્રિ. ૩૬૬ (જામનગર-લાખાબાવળ) અને બ્રિ. ૩૯૦ (લાખાબાવળ-પીપળી) ખાતે રિગર્ડરીંગ કરવાનું કામ. (637, 1160, 922, 1356)
bhavnagar-ad-ref: નં. સી.૪૮૧/એટીએમ/૨૦૨૫-૦૨ (ઈ-૬૫૧૨૨૪) તારીખ : ૨૫-૦૭-૨૦૨૫ (649, 828, 910, 838)
table-row: ૦૧ ડીઆરએમ-આરજેટી ૨૦૨૫-૨૬-E-૬૨ રાજકોટ ડિવિઝન :- ઉપના-જલગાંવ સેક્શનથી પહેલેથી કાસ્ટ ૩,૦૦,૦૮,૬૫૫.૬૧ ૩,૩૫,૪૦૦.૦૦ (638, 1184, 922, 1237)
through-label: -: અમાર મારફત :- (422, 1793, 532, 1805)
title-notice-date: તારીખઃ ૨૮-૦૭-૨૦૨૫ (938, 1184, 1018, 1194)
